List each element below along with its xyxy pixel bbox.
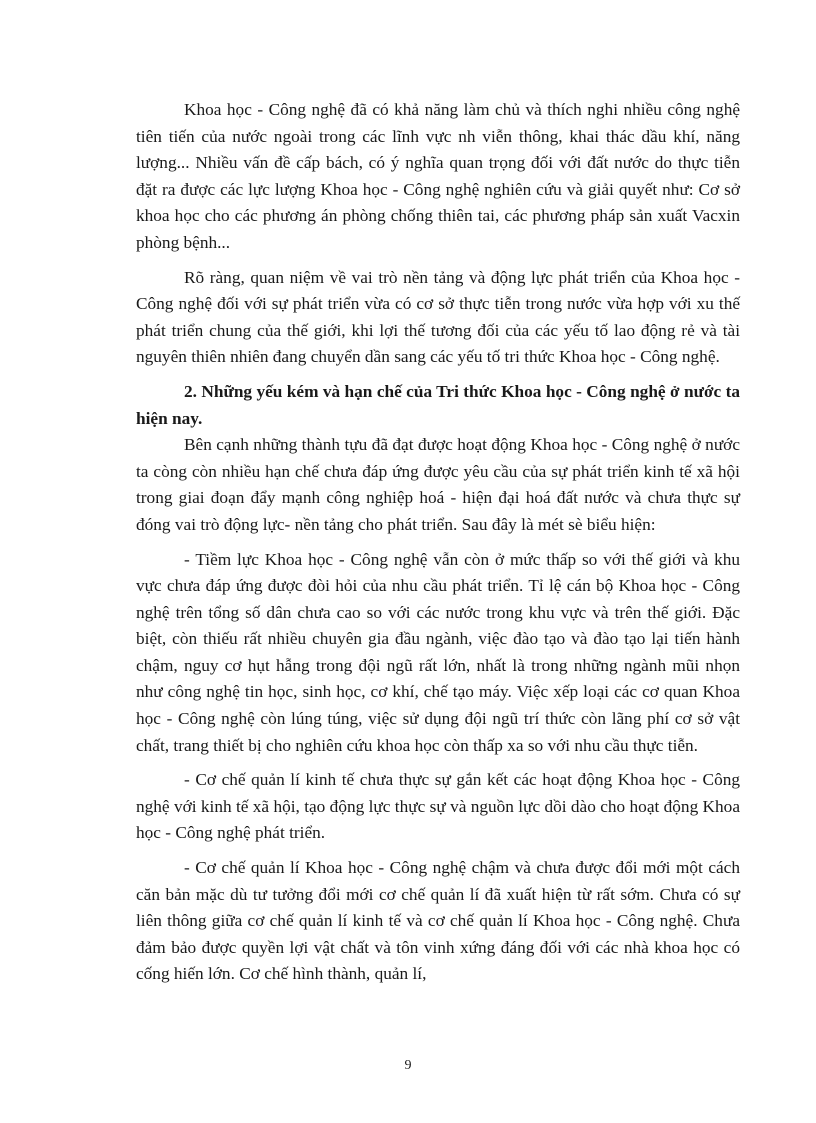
paragraph-achievements: Khoa học - Công nghệ đã có khả năng làm chủ và thích nghi nhiều công nghệ tiên tiến của nước ngoài trong các lĩnh vực nh viễn thông, khai thác dầu khí, năng lượng... Nhiều vấn đề cấp bách, có ý nghĩa quan trọng đối với đất nước do thực tiễn đặt ra được các lực lượng Khoa học - Công nghệ nghiên cứu và giải quyết như: Cơ sở khoa học cho các phương án phòng chống thiên tai, các phương pháp sản xuất Vacxin phòng bệnh... [136, 100, 740, 252]
page-number: 9 [404, 1058, 412, 1073]
paragraph-potential: - Tiềm lực Khoa học - Công nghệ vẫn còn ở mức thấp so với thế giới và khu vực chưa đáp ứng được đòi hỏi của nhu cầu phát triển. Tỉ lệ cán bộ Khoa học - Công nghệ trên tổng số dân chưa cao so với các nước trong khu vực và trên thế giới. Đặc biệt, còn thiếu rất nhiều chuyên gia đầu ngành, việc đào tạo và đào tạo lại tiến hành chậm, nguy cơ hụt hẫng trong đội ngũ rất lớn, nhất là trong những ngành mũi nhọn như công nghệ tin học, sinh học, cơ khí, chế tạo máy. Việc xếp loại các cơ quan Khoa học - Công nghệ còn lúng túng, việc sử dụng đội ngũ trí thức còn lãng phí cơ sở vật chất, trang thiết bị cho nghiên cứu khoa học còn thấp xa so với nhu cầu thực tiễn. [136, 549, 740, 755]
paragraph-conclusion: Rõ ràng, quan niệm về vai trò nền tảng và động lực phát triển của Khoa học - Công nghệ đối với sự phát triển vừa có cơ sở thực tiễn trong nước vừa hợp với xu thế phát triển chung của thế giới, khi lợi thế tương đối của các yếu tố lao động rẻ và tài nguyên thiên nhiên đang chuyển dần sang các yếu tố tri thức Khoa học - Công nghệ. [136, 267, 740, 367]
document-page [136, 97, 740, 988]
section-heading: 2. Những yếu kém và hạn chế của Tri thức Khoa học - Công nghệ ở nước ta hiện nay. [136, 381, 740, 428]
paragraph-management-mechanism: - Cơ chế quản lí Khoa học - Công nghệ chậm và chưa được đổi mới một cách căn bản mặc dù tư tưởng đổi mới cơ chế quản lí đã xuất hiện từ rất sớm. Chưa có sự liên thông giữa cơ chế quản lí kinh tế và cơ chế quản lí Khoa học - Công nghệ. Chưa đảm bảo được quyền lợi vật chất và tôn vinh xứng đáng đối với các nhà khoa học có cống hiến lớn. Cơ chế hình thành, quản lí, [136, 858, 740, 984]
paragraph-limitations-intro: Bên cạnh những thành tựu đã đạt được hoạt động Khoa học - Công nghệ ở nước ta còng còn nhiều hạn chế chưa đáp ứng được yêu cầu của sự phát triển kinh tế xã hội trong giai đoạn đẩy mạnh công nghiệp hoá - hiện đại hoá đất nước và chưa thực sự đóng vai trò động lực- nền tảng cho phát triển. Sau đây là mét sè biểu hiện: [136, 435, 740, 534]
paragraph-economic-mechanism: - Cơ chế quản lí kinh tế chưa thực sự gắn kết các hoạt động Khoa học - Công nghệ với kinh tế xã hội, tạo động lực thực sự và nguồn lực dồi dào cho hoạt động Khoa học - Công nghệ phát triển. [136, 770, 740, 843]
